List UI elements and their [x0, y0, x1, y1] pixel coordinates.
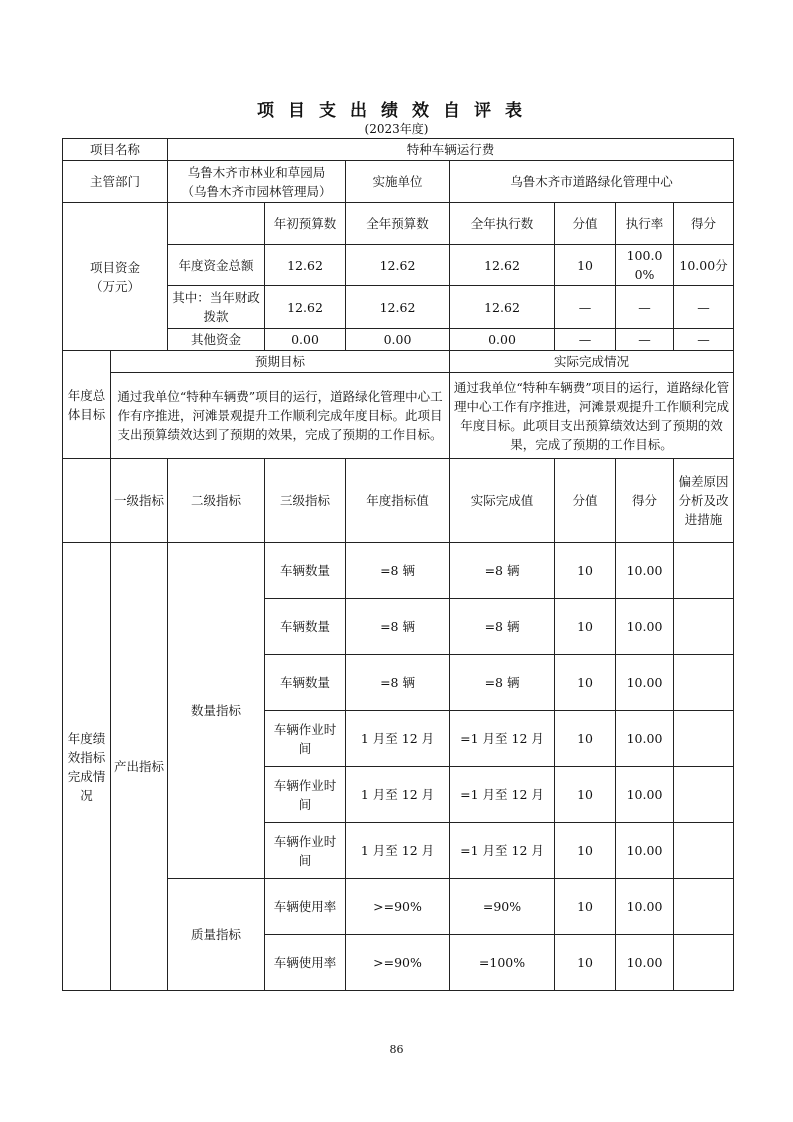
actual-value: =1 月至 12 月 — [450, 711, 555, 767]
score: 10.00 — [616, 655, 674, 711]
funds-cell: — — [674, 286, 734, 329]
funds-header-cell: 年初预算数 — [265, 203, 346, 245]
level3-indicator: 车辆使用率 — [265, 879, 346, 935]
deviation-note — [674, 823, 734, 879]
funds-cell: 12.62 — [450, 286, 555, 329]
level3-indicator: 车辆数量 — [265, 655, 346, 711]
level3-indicator: 车辆数量 — [265, 543, 346, 599]
target-value: >=90% — [346, 935, 450, 991]
funds-row-label: 其他资金 — [168, 329, 265, 351]
expected-goal-text: 通过我单位“特种车辆费”项目的运行，道路绿化管理中心工作有序推进，河滩景观提升工作顺利完成年度目标。此项目支出预算绩效达到了预期的效果，完成了预期的工作目标。 — [111, 373, 450, 459]
funds-header-blank — [168, 203, 265, 245]
score-value: 10 — [555, 767, 616, 823]
target-value: 1 月至 12 月 — [346, 711, 450, 767]
deviation-note — [674, 879, 734, 935]
actual-value: =8 辆 — [450, 655, 555, 711]
indicator-header-cell: 一级指标 — [111, 459, 168, 543]
indicator-header-cell: 实际完成值 — [450, 459, 555, 543]
actual-value: =1 月至 12 月 — [450, 767, 555, 823]
score-value: 10 — [555, 711, 616, 767]
target-value: =8 辆 — [346, 599, 450, 655]
score: 10.00 — [616, 599, 674, 655]
funds-cell: 12.62 — [265, 286, 346, 329]
funds-header-cell: 执行率 — [616, 203, 674, 245]
indicator-header-cell: 三级指标 — [265, 459, 346, 543]
year-subtitle: (2023年度) — [364, 122, 429, 136]
indicator-header-cell: 偏差原因分析及改进措施 — [674, 459, 734, 543]
indicator-header-cell: 二级指标 — [168, 459, 265, 543]
level2-indicator: 质量指标 — [168, 879, 265, 991]
level1-indicator: 产出指标 — [111, 543, 168, 991]
score-value: 10 — [555, 935, 616, 991]
funds-cell: 0.00 — [450, 329, 555, 351]
expected-goal-header: 预期目标 — [111, 351, 450, 373]
score: 10.00 — [616, 543, 674, 599]
score: 10.00 — [616, 879, 674, 935]
indicator-header-cell: 得分 — [616, 459, 674, 543]
funds-cell: 12.62 — [346, 245, 450, 286]
funds-cell: — — [555, 286, 616, 329]
funds-cell: 10.00分 — [674, 245, 734, 286]
deviation-note — [674, 767, 734, 823]
funds-cell: — — [555, 329, 616, 351]
funds-row-label: 年度资金总额 — [168, 245, 265, 286]
funds-cell: 10 — [555, 245, 616, 286]
dept-line1: 乌鲁木齐市林业和草园局 — [187, 164, 326, 180]
impl-value: 乌鲁木齐市道路绿化管理中心 — [450, 161, 734, 203]
deviation-note — [674, 543, 734, 599]
score: 10.00 — [616, 767, 674, 823]
score: 10.00 — [616, 935, 674, 991]
actual-value: =90% — [450, 879, 555, 935]
indicator-header-cell: 年度指标值 — [346, 459, 450, 543]
deviation-note — [674, 655, 734, 711]
funds-cell: 0.00 — [346, 329, 450, 351]
level3-indicator: 车辆数量 — [265, 599, 346, 655]
deviation-note — [674, 711, 734, 767]
funds-row-label: 其中：当年财政拨款 — [168, 286, 265, 329]
funds-cell: 12.62 — [346, 286, 450, 329]
dept-value — [168, 161, 346, 203]
score-value: 10 — [555, 543, 616, 599]
funds-cell: 12.62 — [450, 245, 555, 286]
funds-cell: — — [674, 329, 734, 351]
actual-value: =8 辆 — [450, 599, 555, 655]
project-name-label: 项目名称 — [63, 139, 168, 161]
level3-indicator: 车辆作业时间 — [265, 823, 346, 879]
target-value: 1 月至 12 月 — [346, 767, 450, 823]
indicator-section-label: 年度绩效指标完成情况 — [63, 543, 111, 991]
actual-value: =100% — [450, 935, 555, 991]
funds-label — [63, 203, 168, 351]
score-value: 10 — [555, 823, 616, 879]
target-value: =8 辆 — [346, 655, 450, 711]
target-value: >=90% — [346, 879, 450, 935]
indicator-header-blank — [63, 459, 111, 543]
goals-label: 年度总体目标 — [63, 351, 111, 459]
actual-goal-header: 实际完成情况 — [450, 351, 734, 373]
project-name-value: 特种车辆运行费 — [168, 139, 734, 161]
funds-header-cell: 分值 — [555, 203, 616, 245]
funds-label-line1: 项目资金 — [90, 259, 141, 275]
level3-indicator: 车辆作业时间 — [265, 711, 346, 767]
score-value: 10 — [555, 879, 616, 935]
deviation-note — [674, 599, 734, 655]
funds-cell: — — [616, 329, 674, 351]
funds-header-cell: 全年预算数 — [346, 203, 450, 245]
level3-indicator: 车辆作业时间 — [265, 767, 346, 823]
funds-header-cell: 得分 — [674, 203, 734, 245]
impl-label: 实施单位 — [346, 161, 450, 203]
funds-cell: 12.62 — [265, 245, 346, 286]
page-title: 项目支出绩效自评表 — [257, 101, 536, 121]
target-value: 1 月至 12 月 — [346, 823, 450, 879]
dept-line2: （乌鲁木齐市园林管理局） — [181, 183, 332, 199]
actual-value: =8 辆 — [450, 543, 555, 599]
funds-cell: 0.00 — [265, 329, 346, 351]
indicator-header-cell: 分值 — [555, 459, 616, 543]
dept-label: 主管部门 — [63, 161, 168, 203]
score: 10.00 — [616, 823, 674, 879]
funds-label-line2: （万元） — [90, 278, 141, 294]
actual-goal-text: 通过我单位“特种车辆费”项目的运行，道路绿化管理中心工作有序推进，河滩景观提升工作顺利完成年度目标。此项目支出预算绩效达到了预期的效果，完成了预期的工作目标。 — [450, 373, 734, 459]
score-value: 10 — [555, 599, 616, 655]
actual-value: =1 月至 12 月 — [450, 823, 555, 879]
level3-indicator: 车辆使用率 — [265, 935, 346, 991]
funds-header-cell: 全年执行数 — [450, 203, 555, 245]
page-number: 86 — [389, 1043, 404, 1056]
performance-table — [62, 138, 734, 991]
score-value: 10 — [555, 655, 616, 711]
target-value: =8 辆 — [346, 543, 450, 599]
funds-cell: — — [616, 286, 674, 329]
deviation-note — [674, 935, 734, 991]
funds-cell: 100.00% — [616, 245, 674, 286]
level2-indicator: 数量指标 — [168, 543, 265, 879]
score: 10.00 — [616, 711, 674, 767]
